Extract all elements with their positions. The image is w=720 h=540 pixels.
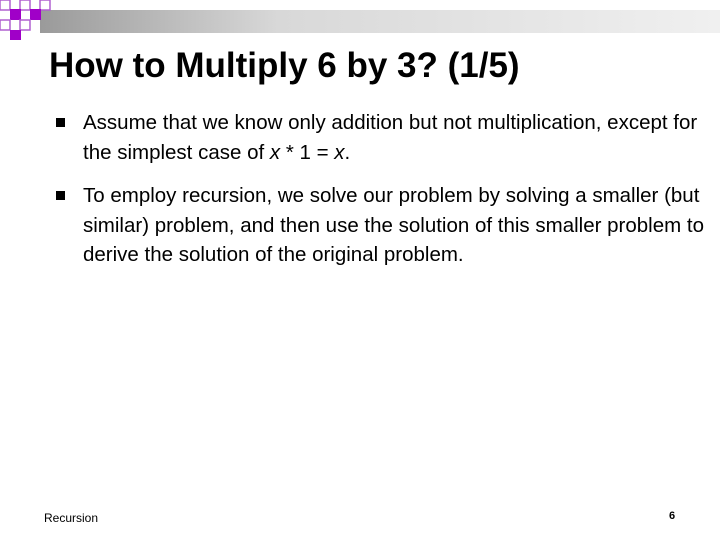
slide-title: How to Multiply 6 by 3? (1/5) [49,46,520,85]
variable-x: x [269,140,281,164]
bullet-list [56,108,706,284]
bullet-text: To employ recursion, we solve our problem by solving a smaller (but similar) problem, and then use the solution of this smaller problem to derive the solution of the original problem. [83,184,704,266]
decorative-header-band [0,0,720,50]
page-number: 6 [669,510,676,522]
variable-x: x [334,140,345,164]
footer-label: Recursion [44,511,99,525]
bullet-text: Assume that we know only addition but not multiplication, except for the simplest case of x * 1 = x. [83,111,698,164]
square-bullet-icon [56,191,65,200]
bullet-item [56,108,706,167]
square-bullet-icon [56,118,65,127]
header-band [40,10,720,33]
bullet-item [56,181,706,270]
